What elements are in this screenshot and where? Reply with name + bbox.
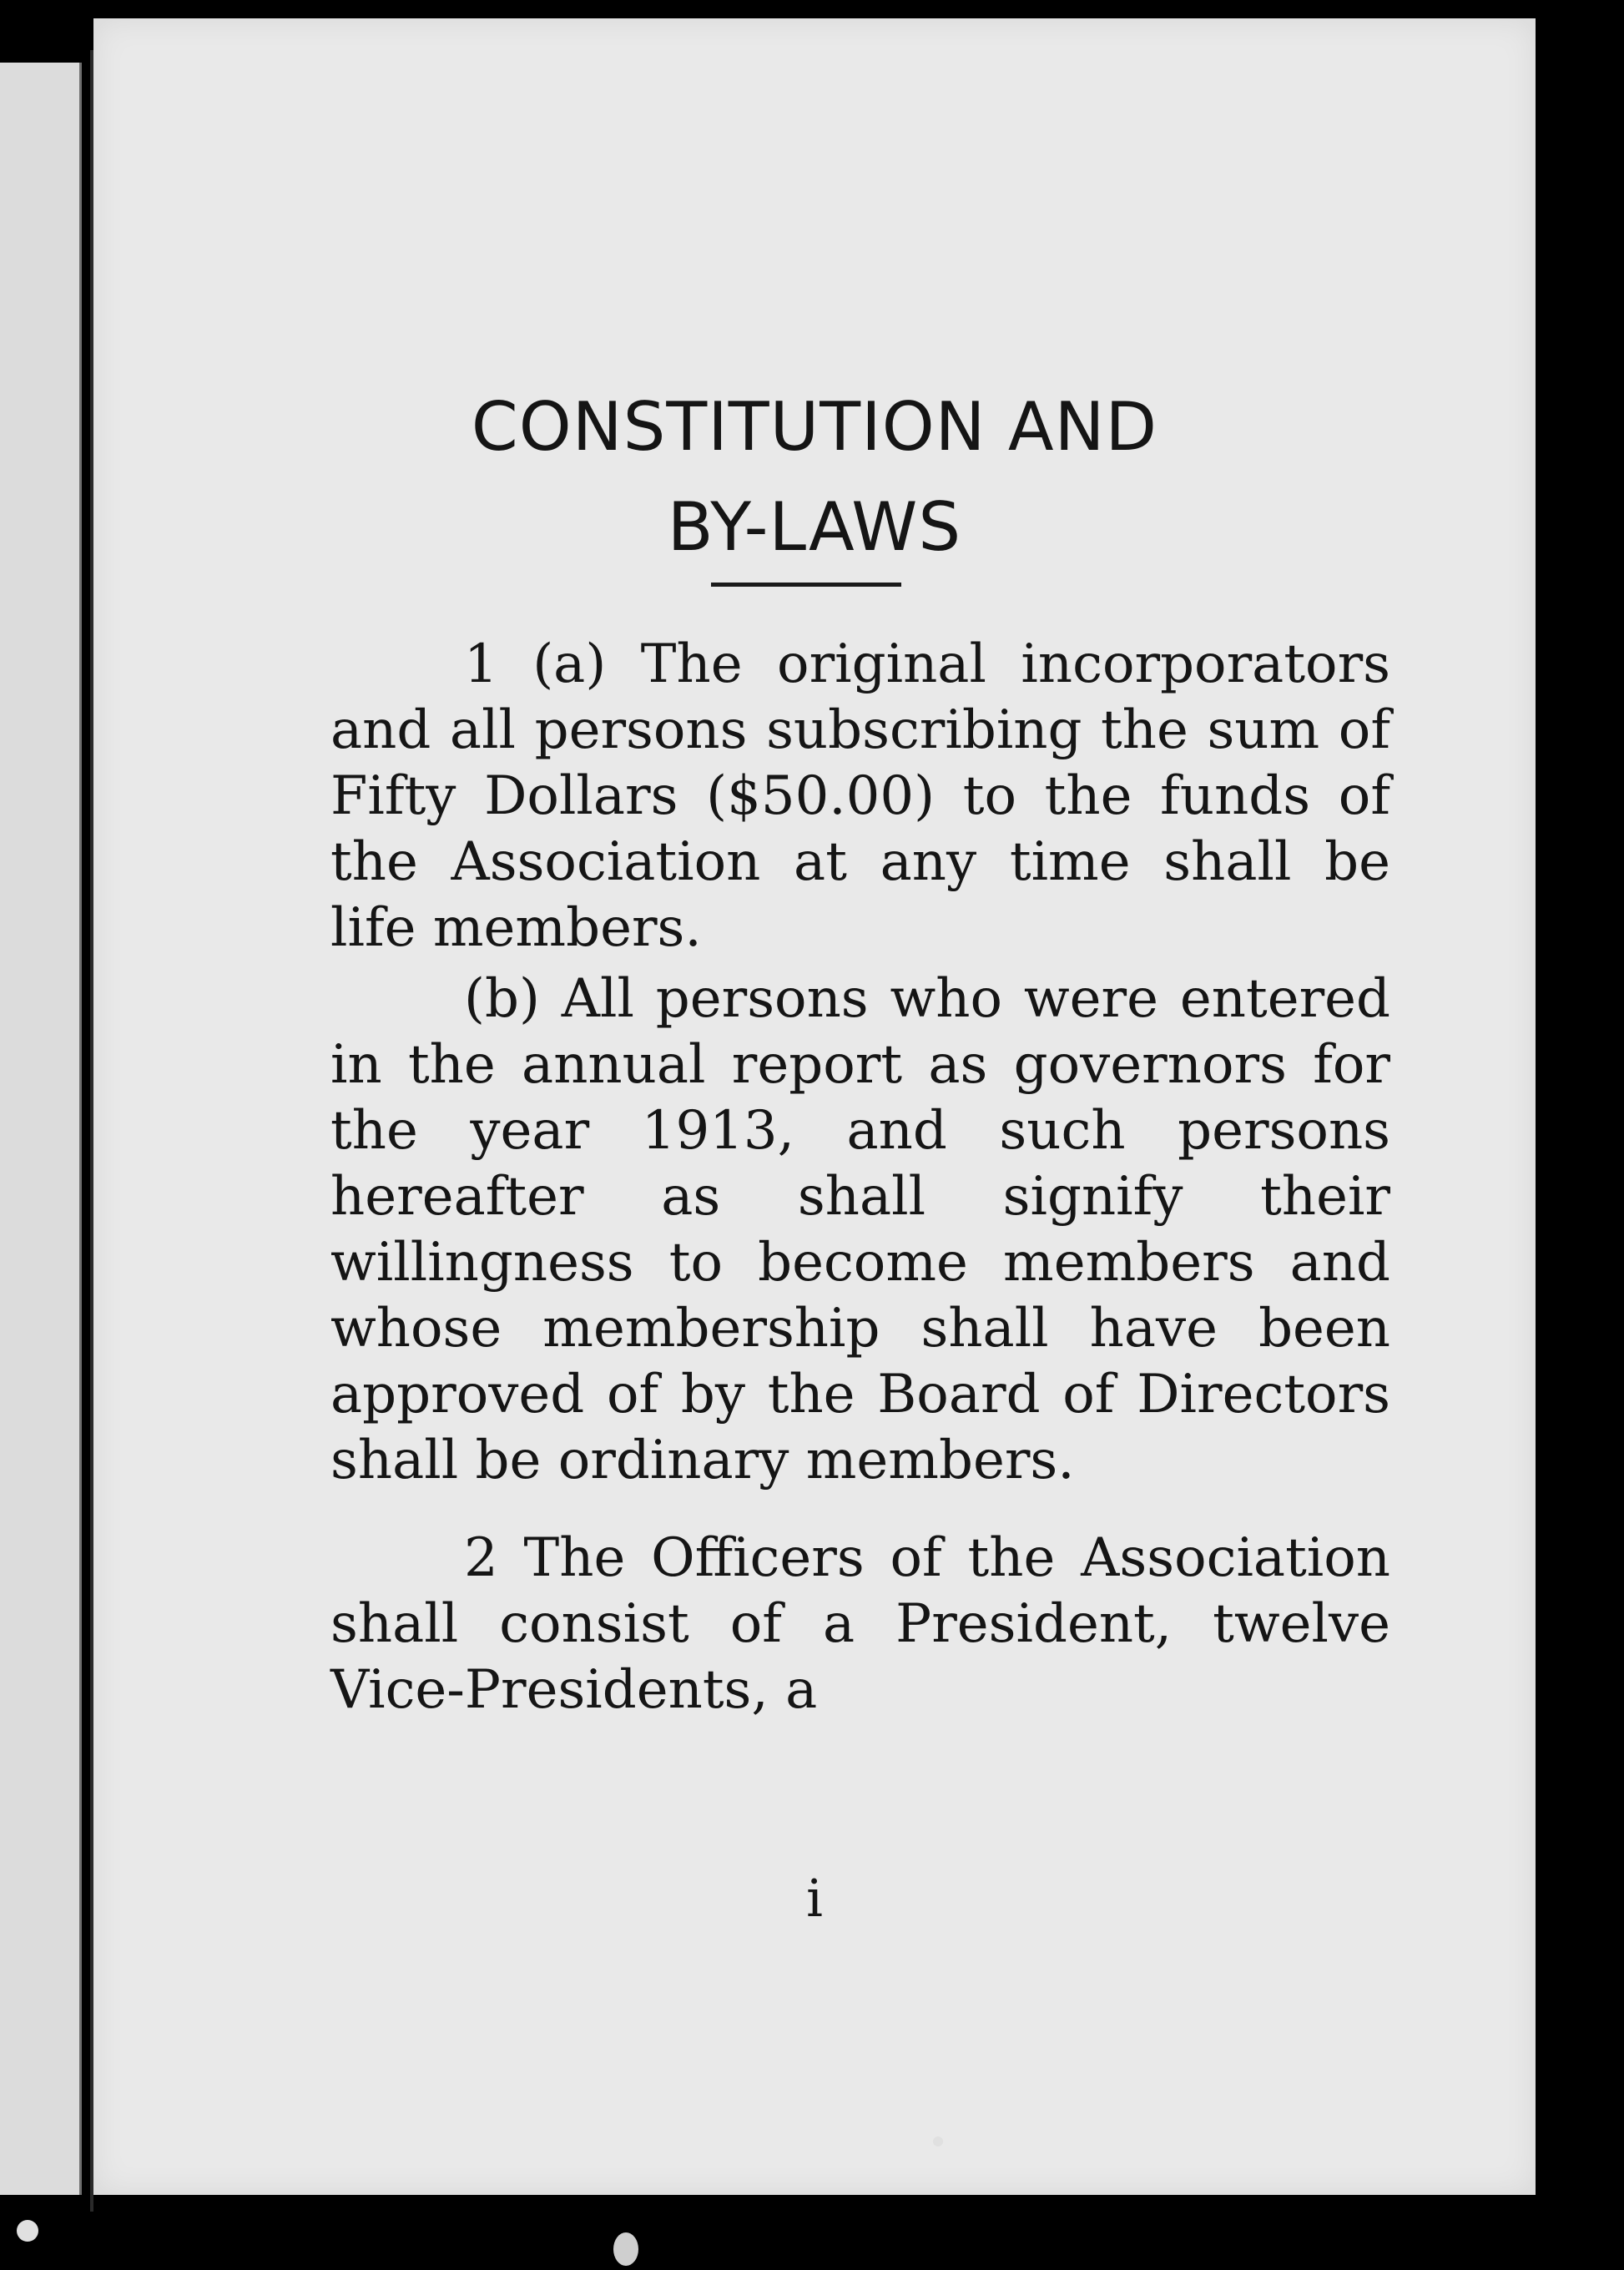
title-divider	[711, 583, 901, 587]
title-line-1: CONSTITUTION AND	[471, 388, 1158, 466]
title-line-2: BY-LAWS	[667, 488, 962, 566]
page-title	[93, 377, 1536, 578]
facing-page-edge	[0, 63, 82, 2195]
page-body	[330, 632, 1390, 1723]
scan-speck	[17, 2220, 38, 2242]
book-page	[93, 18, 1536, 2195]
paragraph-2: 2 The Officers of the Association shall consist of a President, twelve Vice-Presidents, a	[330, 1527, 1390, 1721]
page-number: i	[806, 1868, 823, 1929]
paragraph-1a: 1 (a) The original incorporators and all persons subscribing the sum of Fifty Dollars ($50.00) to the funds of the Association at any time shall be life members.	[330, 633, 1390, 959]
paragraph-1b: (b) All persons who were entered in the annual report as governors for the year 1913, and such persons hereafter as shall signify their willingness to become members and whose membership shall have been approved of by the Board of Directors shall be ordinary members.	[330, 968, 1390, 1491]
scan-speck	[613, 2232, 638, 2266]
scan-speck	[933, 2136, 943, 2146]
